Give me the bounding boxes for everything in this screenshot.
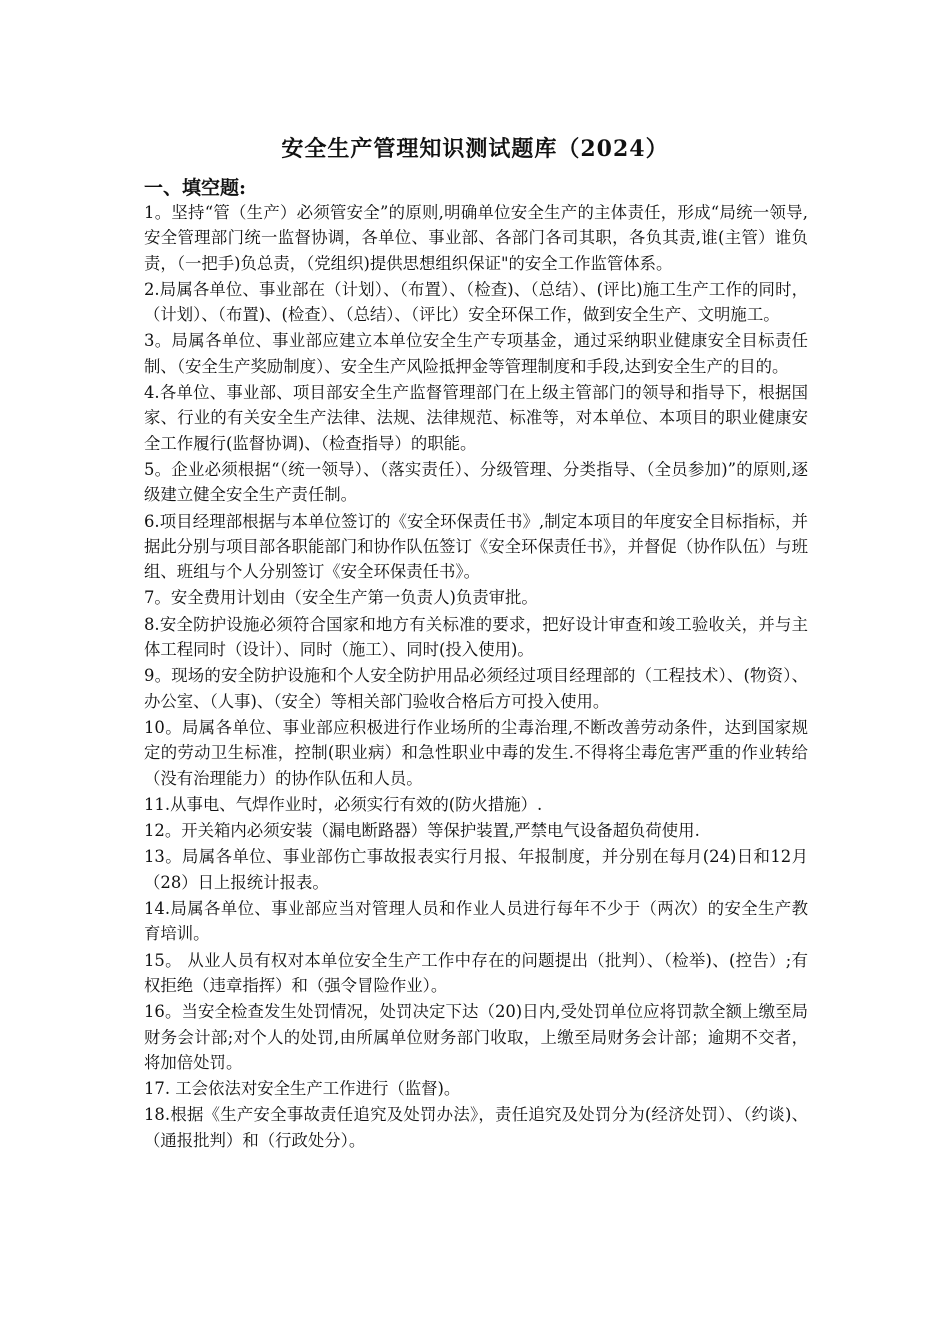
question-item: 1。坚持“管（生产）必须管安全”的原则,明确单位安全生产的主体责任，形成“局统一领导,安全管理部门统一监督协调，各单位、事业部、各部门各司其职，各负其责,谁(主管）谁负责，（一把手)负总责，（党组织)提供思想组织保证"的安全工作监管体系。	[144, 203, 808, 273]
question-item: 11.从事电、气焊作业时，必须实行有效的(防火措施）.	[144, 794, 543, 814]
question-item: 10。局属各单位、事业部应积极进行作业场所的尘毒治理,不断改善劳动条件，达到国家规定的劳动卫生标准，控制(职业病）和急性职业中毒的发生.不得将尘毒危害严重的作业转给（没有治理能力）的协作队伍和人员。	[144, 717, 808, 788]
question-item: 18.根据《生产安全事故责任追究及处罚办法》，责任追究及处罚分为(经济处罚）、（约谈)、（通报批判）和（行政处分）。	[144, 1105, 808, 1150]
section-heading: 一、填空题:	[144, 177, 247, 199]
document-title: 安全生产管理知识测试题库（2024）	[281, 136, 669, 162]
question-item: 12。开关箱内必须安装（漏电断路器）等保护装置,严禁电气设备超负荷使用.	[144, 821, 700, 841]
question-item: 4.各单位、事业部、项目部安全生产监督管理部门在上级主管部门的领导和指导下，根据国家、行业的有关安全生产法律、法规、法律规范、标准等，对本单位、本项目的职业健康安全工作履行(监督协调)、（检查指导）的职能。	[144, 383, 808, 453]
question-item: 6.项目经理部根据与本单位签订的《安全环保责任书》,制定本项目的年度安全目标指标，并据此分别与项目部各职能部门和协作队伍签订《安全环保责任书》，并督促（协作队伍）与班组、班组与个人分别签订《安全环保责任书》。	[144, 511, 808, 582]
question-item: 13。局属各单位、事业部伤亡事故报表实行月报、年报制度，并分别在每月(24)日和12月（28）日上报统计报表。	[144, 847, 808, 892]
question-item: 16。当安全检查发生处罚情况，处罚决定下达（20)日内,受处罚单位应将罚款全额上缴至局财务会计部;对个人的处罚,由所属单位财务部门收取，上缴至局财务会计部；逾期不交者，将加倍处罚。	[144, 1002, 808, 1072]
question-item: 9。现场的安全防护设施和个人安全防护用品必须经过项目经理部的（工程技术）、(物资）、办公室、（人事)、（安全）等相关部门验收合格后方可投入使用。	[144, 666, 808, 711]
question-item: 2.局属各单位、事业部在（计划）、（布置）、（检查)、（总结）、(评比)施工生产工作的同时，（计划）、（布置)、(检查）、（总结）、（评比）安全环保工作，做到安全生产、文明施工。	[144, 279, 808, 325]
question-item: 17. 工会依法对安全生产工作进行（监督)。	[144, 1079, 461, 1099]
question-item: 7。安全费用计划由（安全生产第一负责人)负责审批。	[144, 588, 538, 608]
question-item: 3。局属各单位、事业部应建立本单位安全生产专项基金，通过采纳职业健康安全目标责任制、（安全生产奖励制度）、安全生产风险抵押金等管理制度和手段,达到安全生产的目的。	[144, 331, 808, 376]
question-item: 8.安全防护设施必须符合国家和地方有关标准的要求，把好设计审查和竣工验收关，并与主体工程同时（设计）、同时（施工）、同时(投入使用)。	[144, 614, 808, 660]
question-list	[144, 200, 808, 1154]
question-item: 15。 从业人员有权对本单位安全生产工作中存在的问题提出（批判）、（检举)、(控告）;有权拒绝（违章指挥）和（强令冒险作业）。	[144, 950, 808, 995]
question-item: 5。企业必须根据“（统一领导）、（落实责任）、分级管理、分类指导、（全员参加)”的原则,逐级建立健全安全生产责任制。	[144, 459, 808, 505]
question-item: 14.局属各单位、事业部应当对管理人员和作业人员进行每年不少于（两次）的安全生产教育培训。	[144, 899, 808, 944]
